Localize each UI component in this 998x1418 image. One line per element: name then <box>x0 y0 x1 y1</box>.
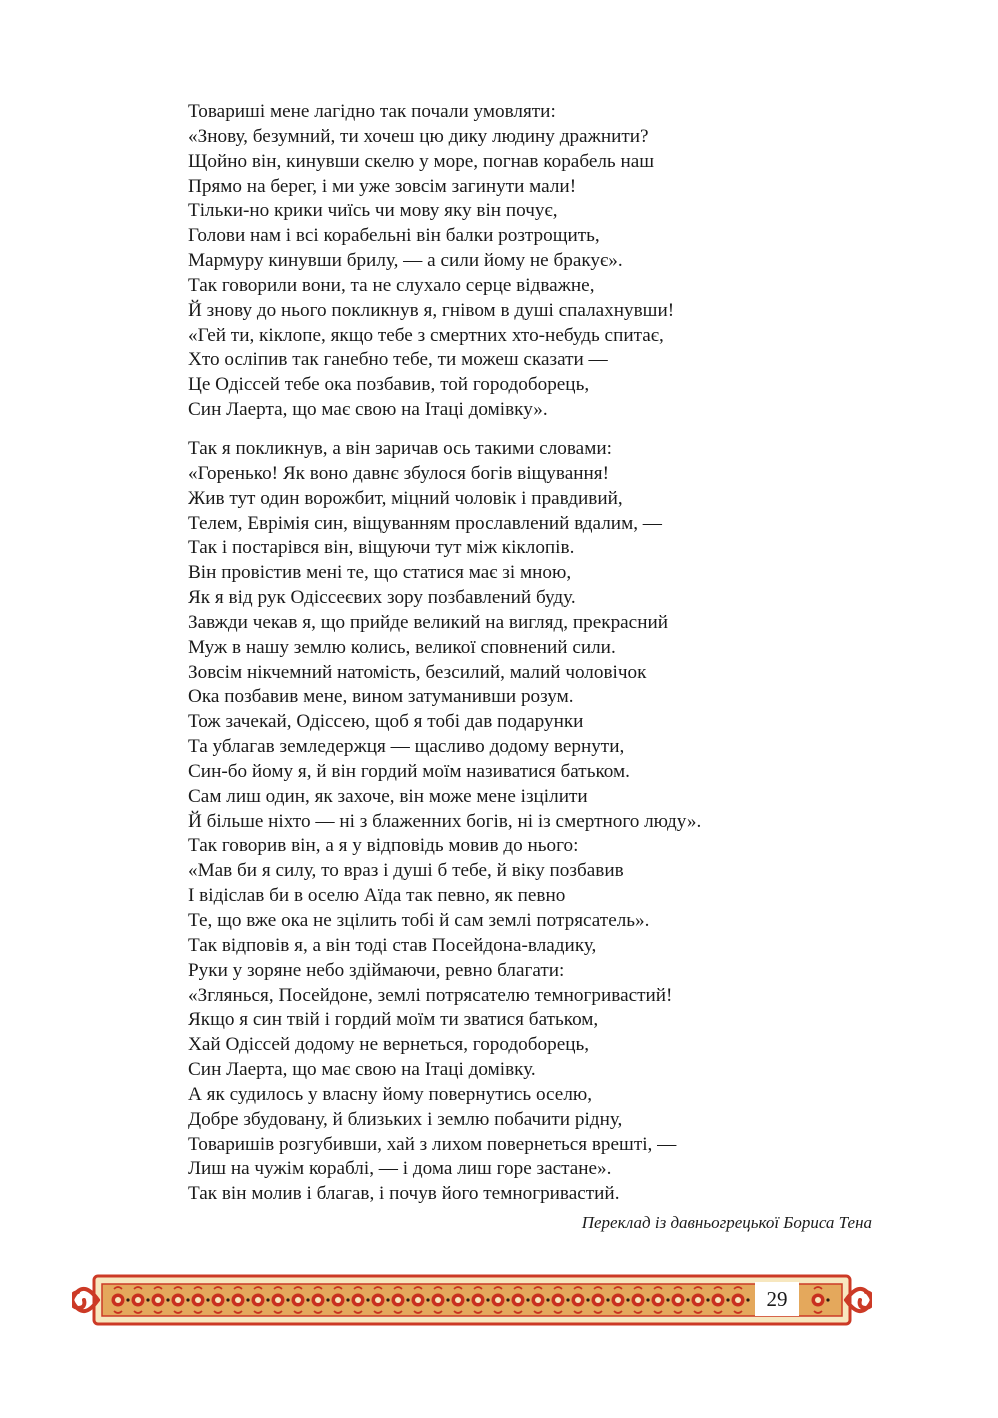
poem-line: Товаришів розгубивши, хай з лихом повернеться врешті, — <box>188 1133 677 1155</box>
poem-line: Прямо на берег, і ми уже зовсім загинути мали! <box>188 175 577 197</box>
poem-line: «Гей ти, кіклопе, якщо тебе з смертних хто-небудь спитає, <box>188 324 664 346</box>
poem-line: «Горенько! Як воно давнє збулося богів віщування! <box>188 462 609 484</box>
poem-line: Й знову до нього покликнув я, гнівом в душі спалахнувши! <box>188 299 675 321</box>
poem-line: Жив тут один ворожбит, міцний чоловік і правдивий, <box>188 487 623 509</box>
poem-line: Й більше ніхто — ні з блаженних богів, ні із смертного люду». <box>188 810 702 832</box>
poem-line: «Мав би я силу, то враз і душі б тебе, й віку позбавив <box>188 860 624 882</box>
stanza-1 <box>188 100 888 423</box>
poem-line: Тож зачекай, Одіссею, щоб я тобі дав подарунки <box>188 711 584 733</box>
poem-line: «Знову, безумний, ти хочеш цю дику людину дражнити? <box>188 125 649 147</box>
poem-line: Телем, Еврімія син, віщуванням прославлений вдалим, — <box>188 512 662 534</box>
poem-line: Товариші мене лагідно так почали умовляти: <box>188 101 556 122</box>
poem-line: Син Лаерта, що має свою на Ітаці домівку». <box>188 399 548 421</box>
poem-line: Так говорили вони, та не слухало серце відважне, <box>188 274 595 296</box>
poem-line: Він провістив мені те, що статися має зі мною, <box>188 562 572 584</box>
poem-line: Якщо я син твій і гордий моїм ти зватися батьком, <box>188 1009 599 1031</box>
poem-line: Син Лаерта, що має свою на Ітаці домівку. <box>188 1059 536 1081</box>
poem-line: Голови нам і всі корабельні він балки розтрощить, <box>188 225 600 247</box>
poem-line: Зовсім нікчемний натомість, безсилий, малий чоловічок <box>188 661 647 683</box>
poem-text <box>188 100 888 1207</box>
poem-line: Так він молив і благав, і почув його темногривастий. <box>188 1183 620 1205</box>
poem-line: Як я від рук Одіссеєвих зору позбавлений буду. <box>188 587 576 609</box>
poem-line: Та ублагав земледержця — щасливо додому вернути, <box>188 736 625 758</box>
poem-line: Хто осліпив так ганебно тебе, ти можеш сказати — <box>188 349 608 371</box>
translation-credit: Переклад із давньогрецької Бориса Тена <box>581 1213 872 1232</box>
ornamental-border <box>72 1270 872 1330</box>
poem-line: Мармуру кинувши брилу, — а сили йому не бракує». <box>188 250 623 272</box>
poem-line: Завжди чекав я, що прийде великий на вигляд, прекрасний <box>188 611 669 633</box>
poem-line: Так відповів я, а він тоді став Посейдона-владику, <box>188 934 597 956</box>
poem-line: Лиш на чужім кораблі, — і дома лиш горе застане». <box>188 1158 612 1180</box>
poem-line: Так я покликнув, а він заричав ось такими словами: <box>188 437 612 459</box>
poem-line: Так і постарівся він, віщуючи тут між кіклопів. <box>188 537 575 559</box>
poem-line: А як судилось у власну йому повернутись оселю, <box>188 1083 593 1105</box>
poem-line: Сам лиш один, як захоче, він може мене ізцілити <box>188 785 588 807</box>
poem-line: Хай Одіссей додому не вернеться, городоборець, <box>188 1034 590 1056</box>
page-number: 29 <box>755 1282 799 1316</box>
poem-line: Це Одіссей тебе ока позбавив, той городоборець, <box>188 374 590 396</box>
poem-line: Син-бо йому я, й він гордий моїм називатися батьком. <box>188 760 630 782</box>
stanza-2 <box>188 437 888 1207</box>
poem-line: Тільки-но крики чиїсь чи мову яку він почує, <box>188 200 558 222</box>
poem-line: Ока позбавив мене, вином затуманивши розум. <box>188 686 574 708</box>
poem-line: Так говорив він, а я у відповідь мовив до нього: <box>188 835 579 857</box>
poem-line: Руки у зоряне небо здіймаючи, ревно благати: <box>188 959 565 981</box>
poem-line: І відіслав би в оселю Аїда так певно, як певно <box>188 885 566 907</box>
poem-line: Добре збудовану, й близьких і землю побачити рідну, <box>188 1108 623 1130</box>
poem-line: Муж в нашу землю колись, великої сповнений сили. <box>188 636 616 658</box>
poem-line: Те, що вже ока не зцілить тобі й сам землі потрясатель». <box>188 910 650 931</box>
poem-line: «Зглянься, Посейдоне, землі потрясателю темногривастий! <box>188 984 673 1006</box>
poem-line: Щойно він, кинувши скелю у море, погнав корабель наш <box>188 150 655 172</box>
